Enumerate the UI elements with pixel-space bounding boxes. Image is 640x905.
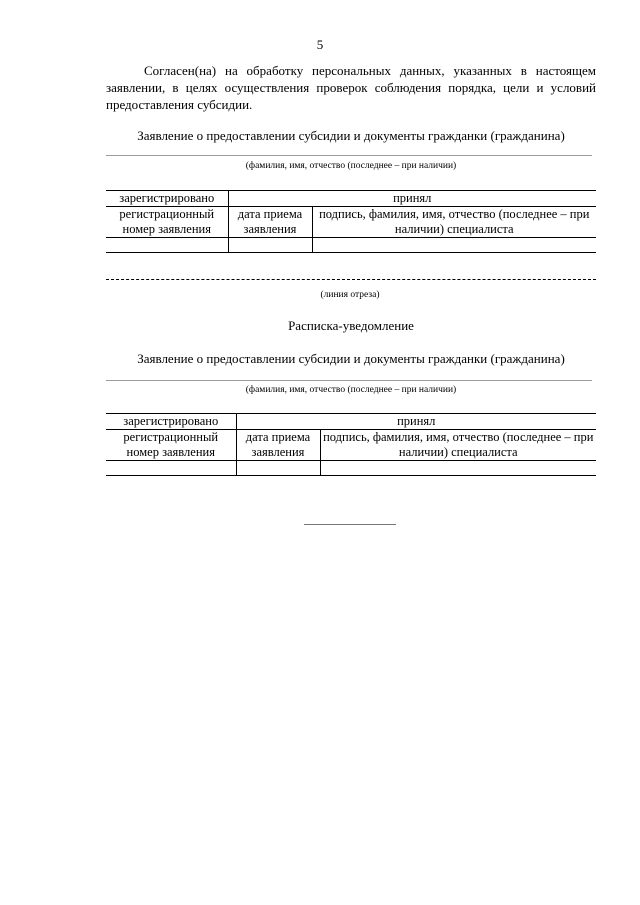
application-title: Заявление о предоставлении субсидии и документы гражданки (гражданина): [137, 128, 565, 143]
end-line: [304, 524, 396, 525]
reg-number-header: регистрационный номер заявления: [106, 207, 228, 238]
receipt-registration-table: [106, 413, 596, 476]
registration-table: [106, 190, 596, 253]
specialist-cell: [312, 238, 596, 253]
name-caption: (фамилия, имя, отчество (последнее – при наличии): [245, 385, 457, 395]
receipt-date-cell: [228, 238, 312, 253]
consent-text: Согласен(на) на обработку персональных данных, указанных в настоящем заявлении, в целях осуществления проверок соблюдения порядка, цели и условий предоставления субсидии.: [106, 63, 596, 112]
receipt-title: Расписка-уведомление: [288, 318, 414, 333]
specialist-header: подпись, фамилия, имя, отчество (последнее – при наличии) специалиста: [312, 207, 596, 238]
cut-line-caption: (линия отреза): [320, 290, 380, 300]
name-caption: (фамилия, имя, отчество (последнее – при наличии): [245, 161, 457, 171]
name-fill-line: [106, 155, 592, 156]
receipt-date-cell: [236, 461, 320, 476]
reg-number-header: регистрационный номер заявления: [106, 430, 236, 461]
specialist-cell: [320, 461, 596, 476]
table-subheader-row: [106, 430, 596, 461]
table-header-row: [106, 191, 596, 207]
reg-number-cell: [106, 238, 228, 253]
specialist-header: подпись, фамилия, имя, отчество (последнее – при наличии) специалиста: [320, 430, 596, 461]
registered-header: зарегистрировано: [106, 414, 236, 430]
table-row: [106, 238, 596, 253]
name-fill-line: [106, 380, 592, 381]
table-row: [106, 461, 596, 476]
page-number: 5: [316, 37, 324, 52]
accepted-header: принял: [228, 191, 596, 207]
accepted-header: принял: [236, 414, 596, 430]
table-header-row: [106, 414, 596, 430]
receipt-date-header: дата приема заявления: [228, 207, 312, 238]
registered-header: зарегистрировано: [106, 191, 228, 207]
table-subheader-row: [106, 207, 596, 238]
reg-number-cell: [106, 461, 236, 476]
application-title: Заявление о предоставлении субсидии и документы гражданки (гражданина): [137, 351, 565, 366]
receipt-date-header: дата приема заявления: [236, 430, 320, 461]
cut-line: [106, 279, 596, 280]
consent-paragraph: [106, 62, 596, 113]
